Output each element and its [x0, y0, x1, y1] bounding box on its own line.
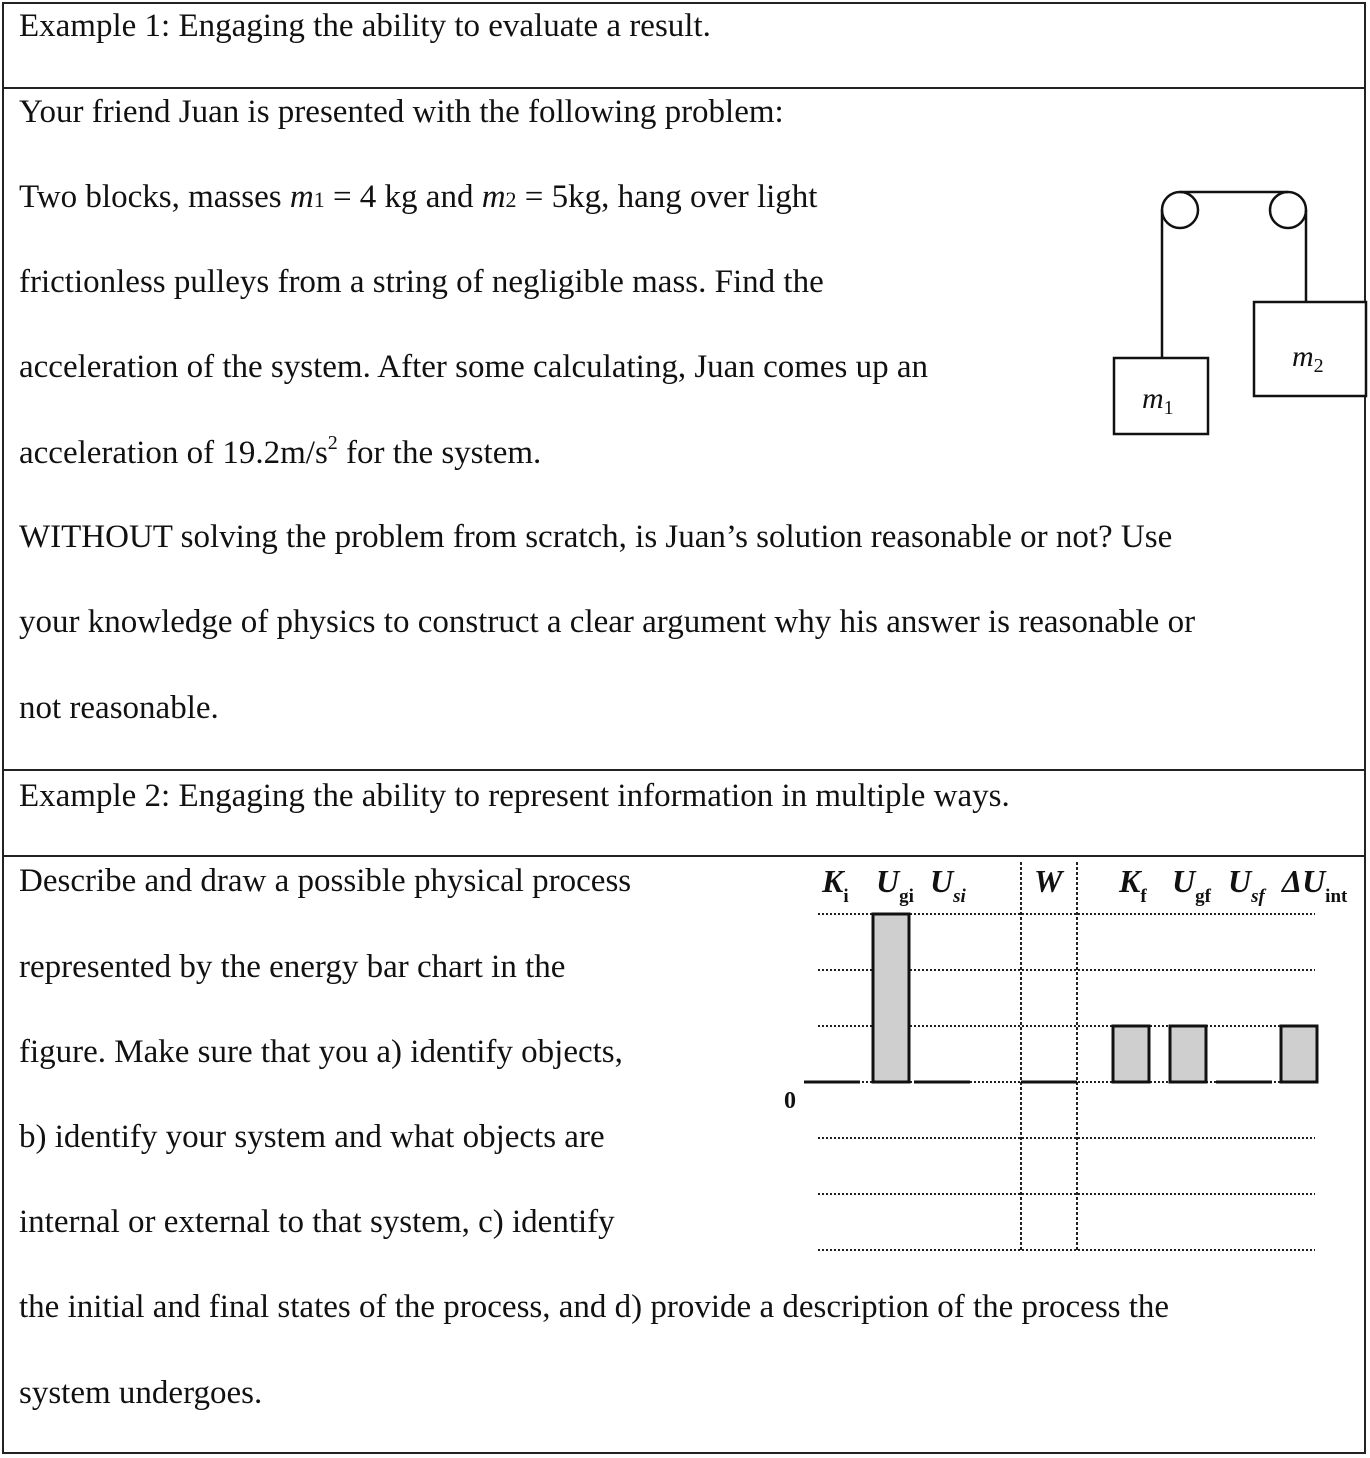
problem-line-2: frictionless pulleys from a string of negligible mass. Find the: [19, 264, 824, 300]
example1-header: Example 1: Engaging the ability to evaluate a result.: [19, 8, 711, 44]
column-label-Usf: $U_{sf}$: [1228, 863, 1265, 907]
problem-line-4: acceleration of $19.2m/s^2$ for the system.: [19, 432, 542, 471]
problem-line-3: acceleration of the system. After some calculating, Juan comes up an: [19, 349, 929, 385]
question-line-3: not reasonable.: [19, 690, 219, 726]
pulley-diagram: [1100, 180, 1370, 445]
column-label-Ugi: $U_{gi}$: [876, 863, 914, 907]
column-label-Kf: $K_f$: [1119, 863, 1147, 907]
row-divider: [2, 769, 1366, 771]
example2-line-3: figure. Make sure that you a) identify objects,: [19, 1034, 623, 1070]
energy-bar-chart: [770, 862, 1366, 1258]
problem-line-1: Two blocks, masses m1 = 4 kg and m2 = 5kg, hang over light: [19, 179, 818, 215]
question-line-2: your knowledge of physics to construct a clear argument why his answer is reasonable or: [19, 604, 1196, 640]
bar-Kf: [1113, 1026, 1149, 1082]
row-divider: [2, 855, 1366, 857]
example1-intro: Your friend Juan is presented with the following problem:: [19, 94, 784, 130]
bar-ΔUint: [1281, 1026, 1317, 1082]
bar-Ugf: [1170, 1026, 1206, 1082]
column-label-W: W: [1034, 863, 1063, 899]
column-label-Ugf: $U_{gf}$: [1172, 863, 1211, 907]
column-label-ΔUint: $\Delta U_{int}$: [1282, 863, 1348, 907]
left-pulley: [1162, 192, 1198, 228]
example2-header: Example 2: Engaging the ability to represent information in multiple ways.: [19, 778, 1010, 814]
example2-line-4: b) identify your system and what objects are: [19, 1119, 605, 1155]
column-label-Usi: $U_{si}$: [930, 863, 966, 907]
example2-line-6: the initial and final states of the process, and d) provide a description of the process the: [19, 1289, 1170, 1325]
right-pulley: [1270, 192, 1306, 228]
question-line-1: WITHOUT solving the problem from scratch, is Juan’s solution reasonable or not? Use: [19, 519, 1173, 555]
column-label-Ki: $K_i$: [822, 863, 849, 907]
row-divider: [2, 87, 1366, 89]
block-m2-label: $m_2$: [1292, 340, 1324, 377]
example2-line-5: internal or external to that system, c) identify: [19, 1204, 615, 1240]
bar-Ugi: [873, 914, 909, 1082]
example2-line-7: system undergoes.: [19, 1375, 263, 1411]
block-m1-label: $m_1$: [1142, 382, 1174, 419]
zero-label: 0: [784, 1088, 796, 1114]
example2-line-2: represented by the energy bar chart in the: [19, 949, 566, 985]
example2-line-1: Describe and draw a possible physical process: [19, 863, 632, 899]
